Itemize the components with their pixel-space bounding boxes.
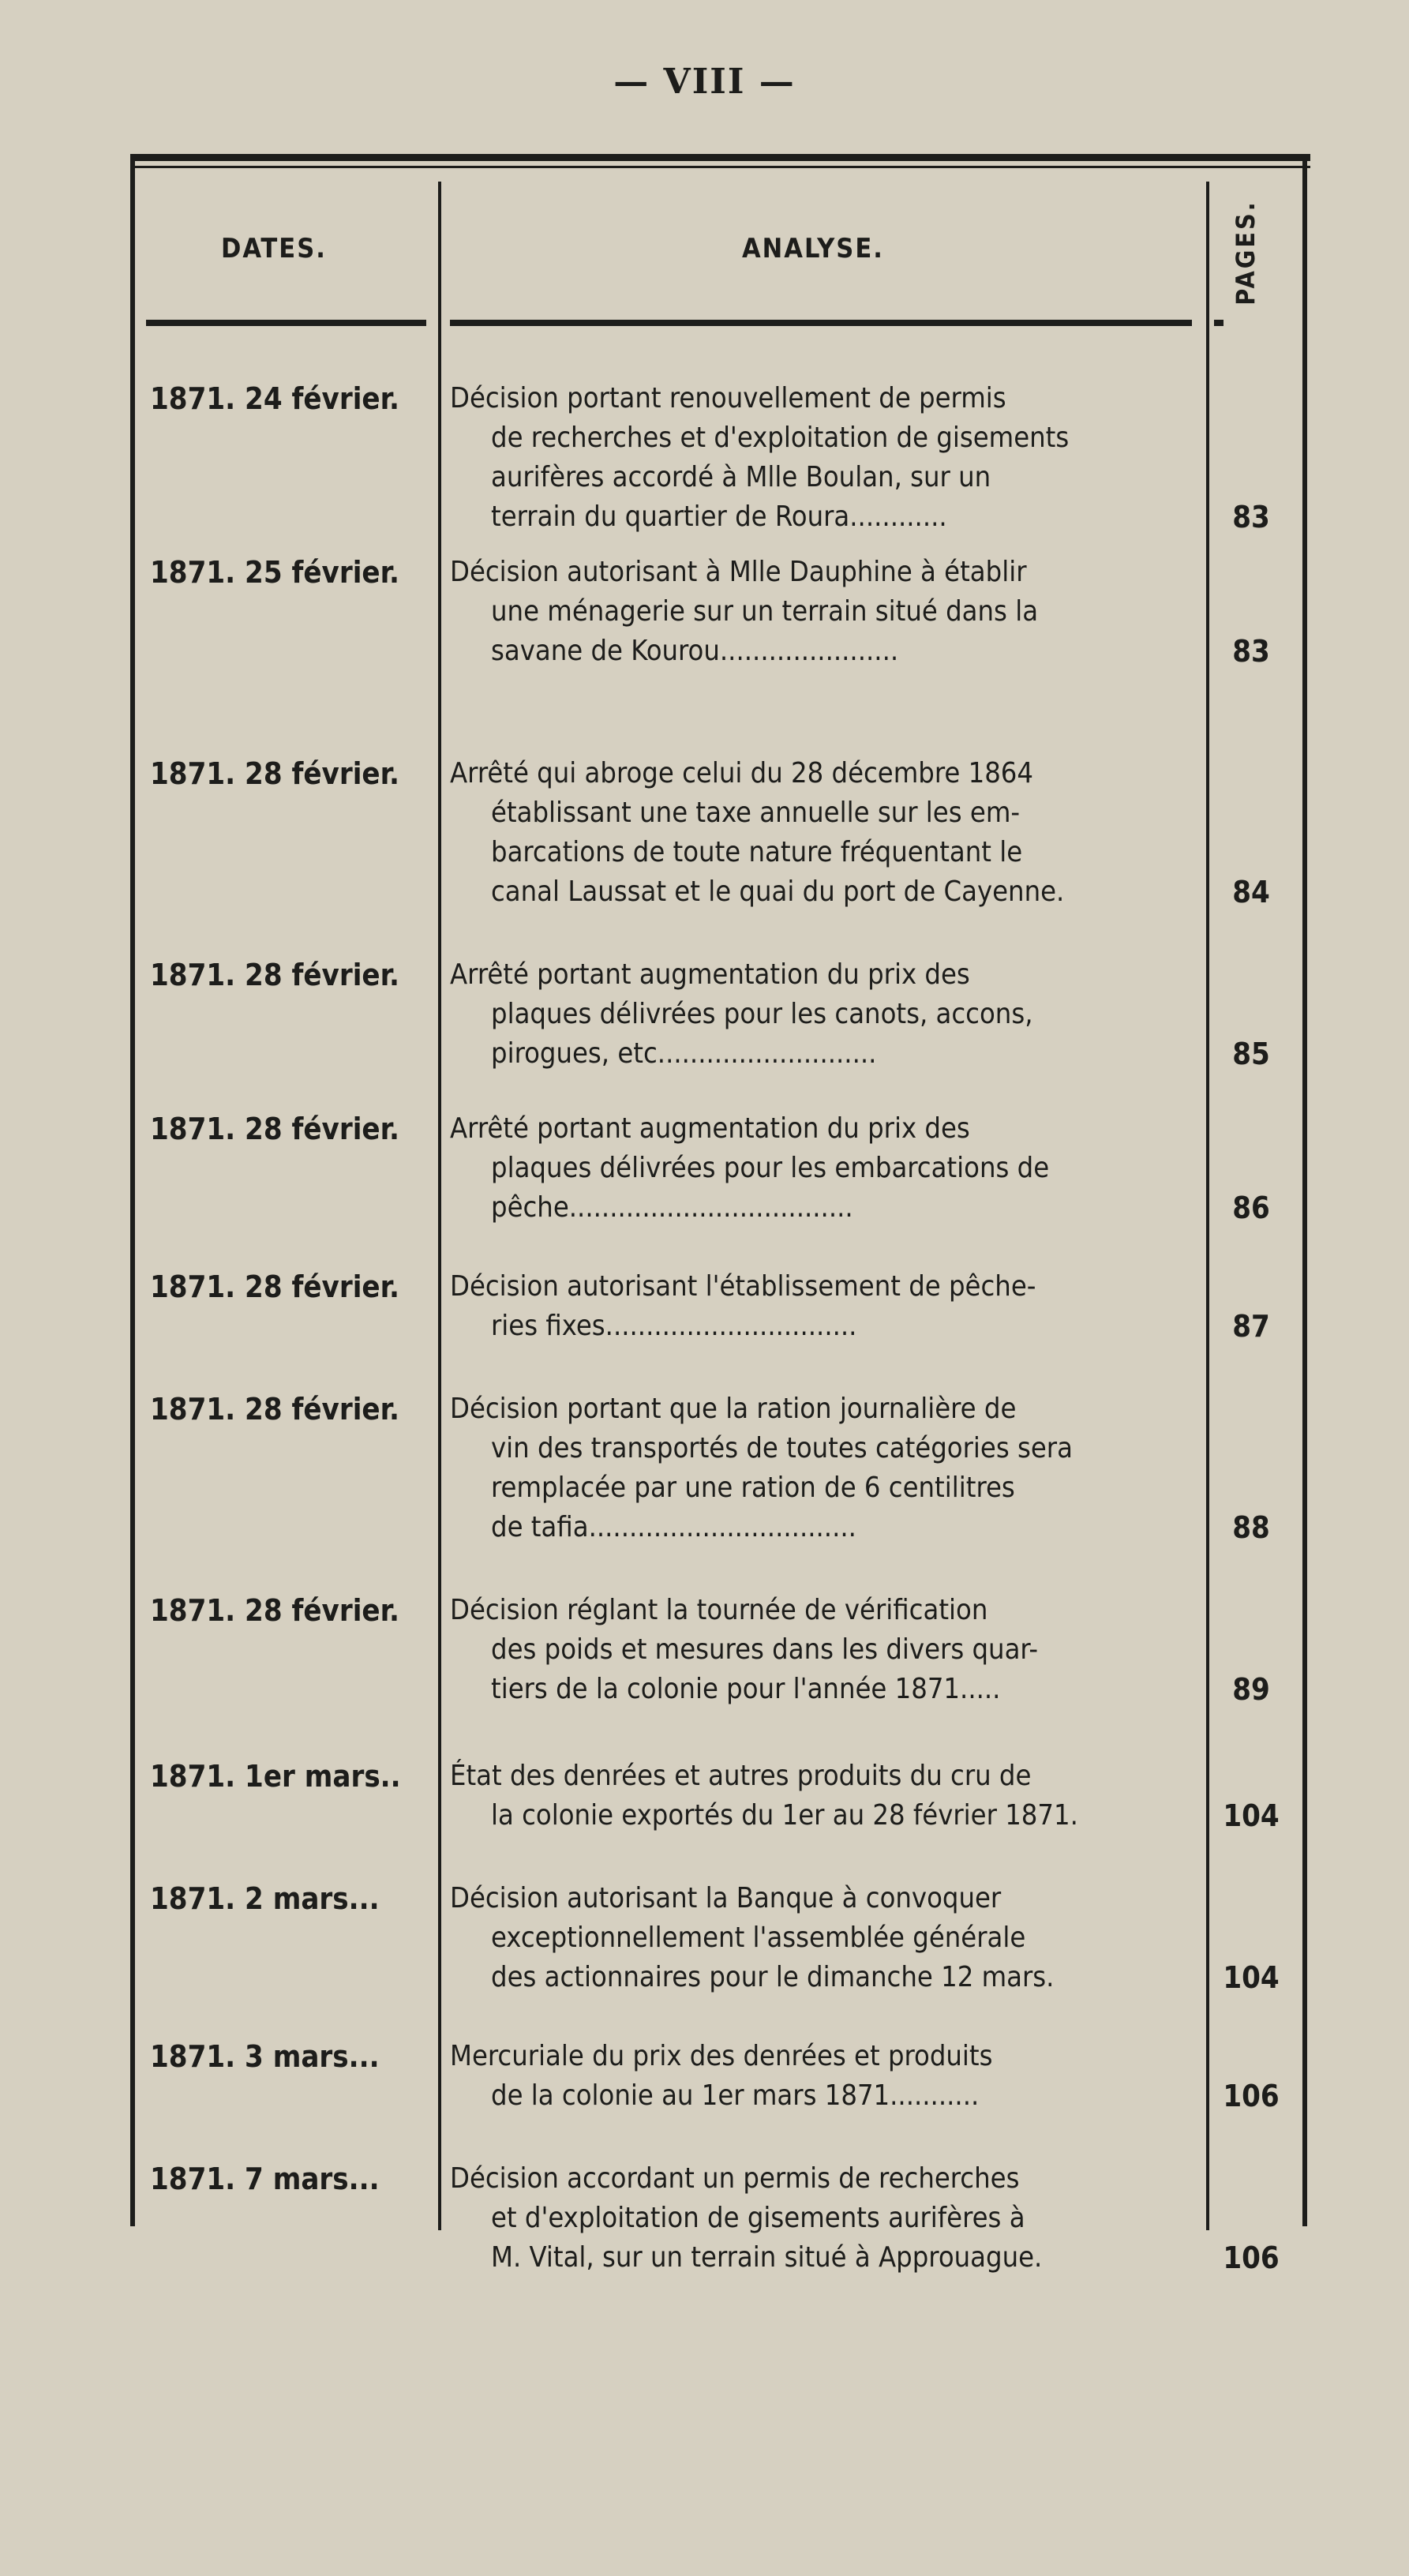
- analysis-line: M. Vital, sur un terrain situé à Approuague.: [491, 2241, 1043, 2274]
- entry-page-number: 104: [1223, 1960, 1280, 1995]
- entry-date: 1871. 28 février.: [150, 1392, 400, 1427]
- analysis-line: Mercuriale du prix des denrées et produits: [450, 2040, 993, 2072]
- analysis-line: barcations de toute nature fréquentant le: [491, 836, 1023, 868]
- analysis-line: État des denrées et autres produits du cru de: [450, 1760, 1032, 1792]
- analysis-line: terrain du quartier de Roura............: [491, 501, 947, 533]
- analysis-line: établissant une taxe annuelle sur les em-: [491, 797, 1021, 829]
- entry-date: 1871. 28 février.: [150, 756, 400, 791]
- entry-analysis: [450, 1591, 1200, 1709]
- pages-header-rule: [1214, 320, 1224, 326]
- analysis-line: Arrêté portant augmentation du prix des: [450, 1112, 970, 1145]
- entry-date: 1871. 28 février.: [150, 1269, 400, 1304]
- entry-date: 1871. 28 février.: [150, 1112, 400, 1146]
- entry-page-number: 87: [1232, 1309, 1270, 1344]
- entry-analysis: [450, 1757, 1200, 1835]
- analysis-line: remplacée par une ration de 6 centilitres: [491, 1472, 1015, 1504]
- entry-analysis: [450, 754, 1200, 912]
- entry-analysis: [450, 2159, 1200, 2278]
- analysis-line: plaques délivrées pour les embarcations de: [491, 1152, 1050, 1184]
- analysis-line: Décision portant renouvellement de permis: [450, 382, 1006, 414]
- frame-double-rule: [130, 166, 1310, 168]
- analysis-line: canal Laussat et le quai du port de Cayenne.: [491, 876, 1065, 908]
- analysis-line: aurifères accordé à Mlle Boulan, sur un: [491, 461, 991, 493]
- analysis-line: de recherches et d'exploitation de gisements: [491, 422, 1070, 454]
- entry-analysis: [450, 1109, 1200, 1228]
- entry-date: 1871. 3 mars...: [150, 2039, 380, 2074]
- entry-analysis: [450, 553, 1200, 671]
- entry-analysis: [450, 955, 1200, 1074]
- analysis-header: ANALYSE.: [742, 233, 884, 264]
- analysis-line: pêche...................................: [491, 1191, 853, 1224]
- analysis-line: Décision autorisant à Mlle Dauphine à établir: [450, 556, 1027, 588]
- entry-page-number: 84: [1232, 875, 1270, 909]
- analysis-line: Décision autorisant la Banque à convoquer: [450, 1882, 1002, 1914]
- entry-analysis: [450, 379, 1200, 537]
- dates-analysis-divider: [438, 182, 441, 2230]
- analysis-line: Arrêté portant augmentation du prix des: [450, 958, 970, 991]
- entry-analysis: [450, 1879, 1200, 1997]
- entry-analysis: [450, 2037, 1200, 2116]
- entry-analysis: [450, 1389, 1200, 1547]
- analysis-line: des actionnaires pour le dimanche 12 mars.: [491, 1961, 1055, 1993]
- analysis-line: Décision réglant la tournée de vérification: [450, 1594, 988, 1626]
- entry-page-number: 83: [1232, 634, 1270, 669]
- entry-page-number: 89: [1232, 1672, 1270, 1707]
- page-header: — VIII —: [613, 62, 796, 102]
- analysis-line: tiers de la colonie pour l'année 1871.....: [491, 1673, 1001, 1705]
- analysis-line: des poids et mesures dans les divers quar-: [491, 1633, 1039, 1666]
- entry-date: 1871. 25 février.: [150, 555, 400, 590]
- entry-date: 1871. 1er mars..: [150, 1759, 401, 1794]
- analysis-line: plaques délivrées pour les canots, accons,: [491, 998, 1033, 1030]
- entry-date: 1871. 24 février.: [150, 381, 400, 416]
- analysis-line: de la colonie au 1er mars 1871...........: [491, 2079, 980, 2112]
- entry-analysis: [450, 1267, 1200, 1346]
- analysis-line: savane de Kourou......................: [491, 635, 899, 667]
- analysis-line: une ménagerie sur un terrain situé dans la: [491, 595, 1039, 628]
- analysis-line: et d'exploitation de gisements aurifères à: [491, 2202, 1025, 2234]
- entry-page-number: 106: [1223, 2079, 1280, 2113]
- analysis-line: exceptionnellement l'assemblée générale: [491, 1922, 1026, 1954]
- entry-date: 1871. 7 mars...: [150, 2162, 380, 2196]
- analysis-pages-divider: [1206, 182, 1209, 2230]
- analysis-line: Décision portant que la ration journalière de: [450, 1393, 1017, 1425]
- entry-page-number: 88: [1232, 1510, 1270, 1545]
- analysis-line: la colonie exportés du 1er au 28 février 1871.: [491, 1799, 1078, 1832]
- entry-page-number: 83: [1232, 500, 1270, 534]
- entry-date: 1871. 28 février.: [150, 958, 400, 992]
- entry-page-number: 85: [1232, 1037, 1270, 1071]
- analysis-line: pirogues, etc...........................: [491, 1037, 877, 1070]
- analysis-line: ries fixes...............................: [491, 1310, 857, 1342]
- analysis-header-rule: [450, 320, 1192, 326]
- analysis-line: vin des transportés de toutes catégories sera: [491, 1432, 1073, 1464]
- entry-page-number: 106: [1223, 2240, 1280, 2275]
- analysis-line: Arrêté qui abroge celui du 28 décembre 1864: [450, 757, 1034, 789]
- entry-date: 1871. 28 février.: [150, 1593, 400, 1628]
- pages-header: [1206, 182, 1285, 324]
- analysis-line: Décision accordant un permis de recherches: [450, 2162, 1020, 2195]
- dates-header-rule: [146, 320, 426, 326]
- right-border: [1302, 158, 1307, 2226]
- entry-page-number: 104: [1223, 1798, 1280, 1833]
- analysis-line: de tafia.................................: [491, 1511, 856, 1543]
- entry-page-number: 86: [1232, 1191, 1270, 1225]
- entry-date: 1871. 2 mars...: [150, 1881, 380, 1916]
- analysis-line: Décision autorisant l'établissement de pêche-: [450, 1270, 1036, 1303]
- pages-header-text: PAGES.: [1231, 200, 1261, 306]
- dates-header: DATES.: [221, 233, 327, 264]
- left-border: [130, 158, 135, 2226]
